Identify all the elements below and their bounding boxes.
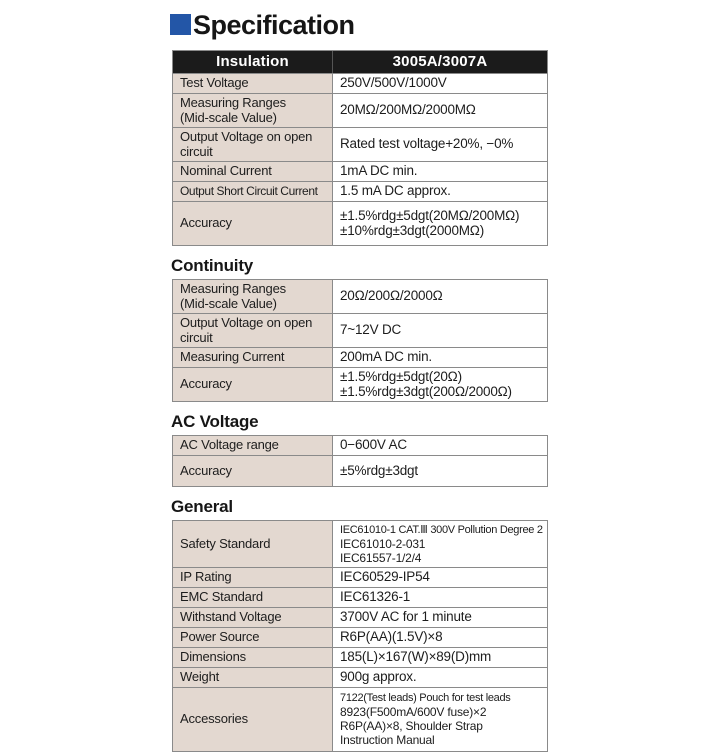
row-value-cell xyxy=(333,348,547,367)
label-line: Safety Standard xyxy=(180,535,271,551)
value-line: 3700V AC for 1 minute xyxy=(340,609,472,625)
value-line: 200mA DC min. xyxy=(340,349,432,365)
row-value-cell xyxy=(333,628,547,647)
table-row xyxy=(173,280,547,313)
label-line: (Mid-scale Value) xyxy=(180,295,277,311)
row-value-cell xyxy=(333,94,547,127)
value-line: ±5%rdg±3dgt xyxy=(340,462,418,478)
label-line: Measuring Current xyxy=(180,349,285,365)
value-line: 1mA DC min. xyxy=(340,163,418,179)
table-row xyxy=(173,687,547,751)
label-line: Accuracy xyxy=(180,215,232,231)
label-line: Weight xyxy=(180,669,220,685)
row-value-cell xyxy=(333,314,547,347)
continuity-table xyxy=(172,279,548,402)
table-row xyxy=(173,521,547,567)
value-line: 0−600V AC xyxy=(340,437,407,453)
row-label-cell xyxy=(173,648,333,667)
table-row xyxy=(173,587,547,607)
table-row xyxy=(173,627,547,647)
label-line: Output Short Circuit Current xyxy=(180,184,318,199)
value-line: IEC61010-2-031 xyxy=(340,536,426,551)
value-line: 1.5 mA DC approx. xyxy=(340,183,451,199)
row-value-cell xyxy=(333,368,547,401)
row-label-cell xyxy=(173,436,333,455)
table-row xyxy=(173,93,547,127)
label-line: Accuracy xyxy=(180,462,232,478)
row-value-cell xyxy=(333,128,547,161)
row-value-cell xyxy=(333,280,547,313)
title-square-icon xyxy=(170,14,191,35)
row-label-cell xyxy=(173,128,333,161)
table-row xyxy=(173,201,547,245)
label-line: Output Voltage on open xyxy=(180,129,313,144)
table-row xyxy=(173,347,547,367)
value-line: 900g approx. xyxy=(340,669,417,685)
row-value-cell xyxy=(333,436,547,455)
row-value-cell xyxy=(333,74,547,93)
row-label-cell xyxy=(173,688,333,751)
label-line: Accuracy xyxy=(180,376,232,392)
table-row xyxy=(173,313,547,347)
row-label-cell xyxy=(173,348,333,367)
label-line: Measuring Ranges xyxy=(180,281,286,296)
page-title-text: Specification xyxy=(193,10,355,40)
row-value-cell xyxy=(333,688,547,751)
value-line: 7~12V DC xyxy=(340,322,402,338)
table-row xyxy=(173,667,547,687)
value-line: IEC61557-1/2/4 xyxy=(340,550,422,565)
row-label-cell xyxy=(173,182,333,201)
value-line: IEC61326-1 xyxy=(340,589,411,605)
value-line: 250V/500V/1000V xyxy=(340,75,447,91)
label-line: Withstand Voltage xyxy=(180,609,282,625)
label-line: circuit xyxy=(180,329,213,345)
row-label-cell xyxy=(173,74,333,93)
value-line: IEC61010-1 CAT.Ⅲ 300V Pollution Degree 2 xyxy=(340,523,543,536)
value-line: 20MΩ/200MΩ/2000MΩ xyxy=(340,102,476,118)
spec-page xyxy=(172,8,548,752)
table-row xyxy=(173,161,547,181)
insulation-table-header xyxy=(173,51,547,73)
row-value-cell xyxy=(333,521,547,567)
label-line: circuit xyxy=(180,143,213,159)
row-value-cell xyxy=(333,608,547,627)
table-row xyxy=(173,127,547,161)
label-line: Test Voltage xyxy=(180,75,249,91)
value-line: ±1.5%rdg±5dgt(20Ω) xyxy=(340,369,462,384)
insulation-table xyxy=(172,50,548,246)
value-line: 8923(F500mA/600V fuse)×2 xyxy=(340,705,487,719)
row-value-cell xyxy=(333,648,547,667)
section-heading-general: General xyxy=(171,497,233,516)
model-header-label: 3005A/3007A xyxy=(392,53,488,70)
general-table xyxy=(172,520,548,752)
label-line: EMC Standard xyxy=(180,589,263,605)
value-line: ±1.5%rdg±3dgt(200Ω/2000Ω) xyxy=(340,383,512,399)
value-line: 7122(Test leads) Pouch for test leads xyxy=(340,692,511,704)
row-label-cell xyxy=(173,280,333,313)
value-line: ±10%rdg±3dgt(2000MΩ) xyxy=(340,222,484,238)
table-row xyxy=(173,647,547,667)
table-row xyxy=(173,436,547,455)
insulation-header-label: Insulation xyxy=(173,51,333,73)
label-line: Dimensions xyxy=(180,649,246,665)
row-value-cell xyxy=(333,182,547,201)
section-heading-continuity: Continuity xyxy=(171,256,254,275)
label-line: Nominal Current xyxy=(180,163,272,179)
row-label-cell xyxy=(173,588,333,607)
label-line: (Mid-scale Value) xyxy=(180,109,277,125)
value-line: Rated test voltage+20%, −0% xyxy=(340,136,514,152)
table-row xyxy=(173,367,547,401)
row-label-cell xyxy=(173,314,333,347)
row-label-cell xyxy=(173,568,333,587)
row-value-cell xyxy=(333,162,547,181)
page-title xyxy=(170,10,548,41)
row-value-cell xyxy=(333,588,547,607)
row-label-cell xyxy=(173,668,333,687)
table-row xyxy=(173,607,547,627)
label-line: Power Source xyxy=(180,629,260,645)
value-line: 185(L)×167(W)×89(D)mm xyxy=(340,649,492,665)
row-label-cell xyxy=(173,456,333,486)
value-line: R6P(AA)×8, Shoulder Strap xyxy=(340,719,483,733)
row-label-cell xyxy=(173,628,333,647)
label-line: Accessories xyxy=(180,711,248,727)
row-label-cell xyxy=(173,368,333,401)
row-label-cell xyxy=(173,608,333,627)
table-row xyxy=(173,73,547,93)
value-line: ±1.5%rdg±5dgt(20MΩ/200MΩ) xyxy=(340,208,520,223)
label-line: Output Voltage on open xyxy=(180,315,313,330)
value-line: IEC60529-IP54 xyxy=(340,569,430,585)
row-label-cell xyxy=(173,521,333,567)
table-row xyxy=(173,181,547,201)
section-heading-ac-voltage: AC Voltage xyxy=(171,412,259,431)
label-line: Measuring Ranges xyxy=(180,95,286,110)
row-label-cell xyxy=(173,202,333,245)
value-line: Instruction Manual xyxy=(340,733,435,747)
row-value-cell xyxy=(333,456,547,486)
value-line: R6P(AA)(1.5V)×8 xyxy=(340,629,443,645)
row-label-cell xyxy=(173,94,333,127)
label-line: AC Voltage range xyxy=(180,437,279,453)
row-value-cell xyxy=(333,202,547,245)
row-label-cell xyxy=(173,162,333,181)
row-value-cell xyxy=(333,568,547,587)
table-row xyxy=(173,455,547,486)
ac-voltage-table xyxy=(172,435,548,487)
label-line: IP Rating xyxy=(180,569,232,585)
value-line: 20Ω/200Ω/2000Ω xyxy=(340,288,443,304)
row-value-cell xyxy=(333,668,547,687)
table-row xyxy=(173,567,547,587)
